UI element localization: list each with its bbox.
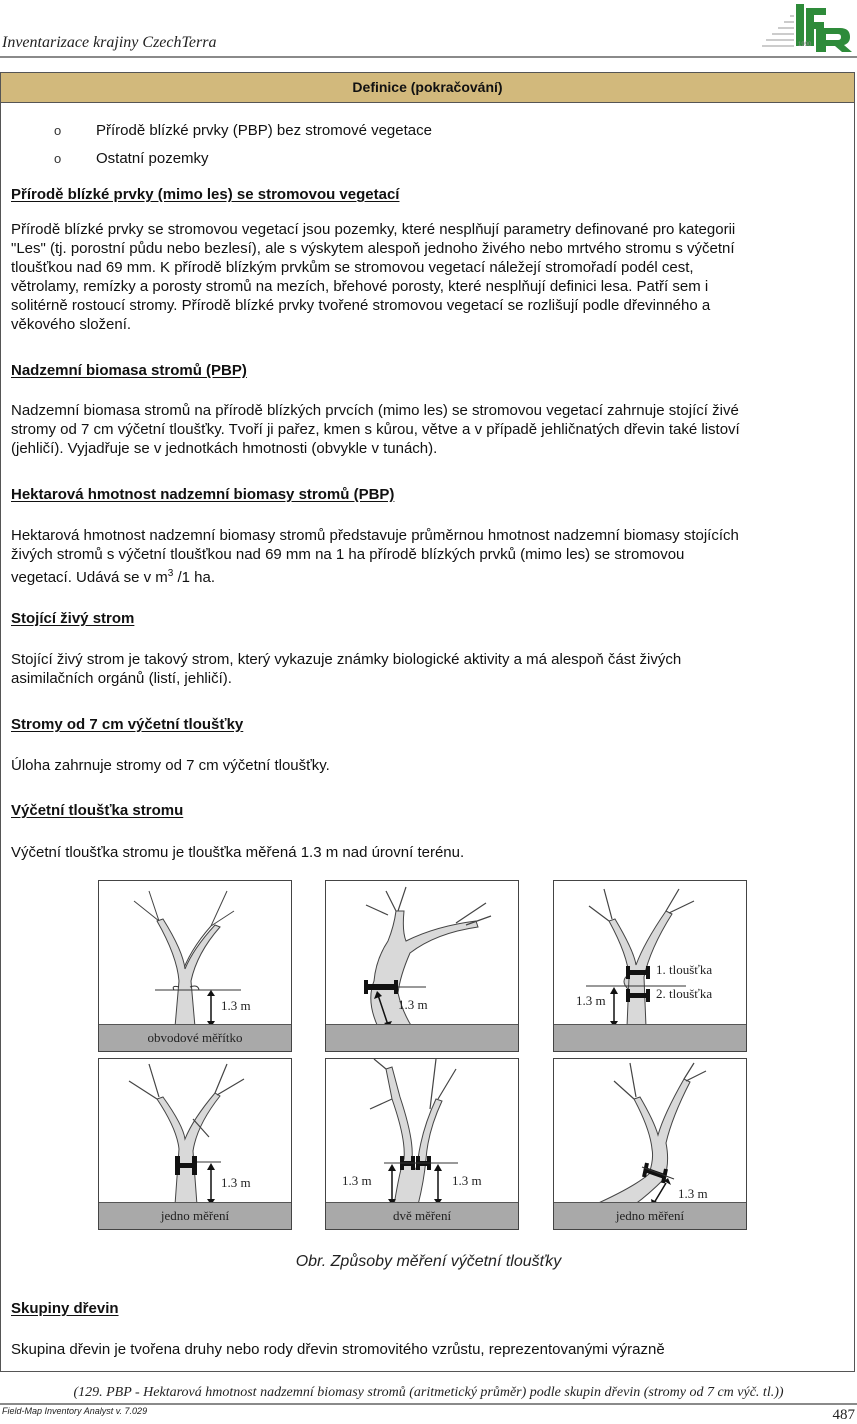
heading-pbp-stromova-vegetace: Přírodě blízké prvky (mimo les) se stromovou vegetací bbox=[11, 186, 400, 203]
heading-nadzemni-biomasa: Nadzemní biomasa stromů (PBP) bbox=[11, 362, 247, 379]
ground-label: obvodové měřítko bbox=[99, 1024, 291, 1051]
heading-stromy-od-7cm: Stromy od 7 cm výčetní tloušťky bbox=[11, 716, 244, 733]
paragraph-stromy-od-7cm bbox=[11, 756, 846, 775]
height-label: 1.3 m bbox=[221, 1175, 251, 1190]
circle-bullet-icon: o bbox=[54, 123, 62, 138]
text-line: Výčetní tloušťka stromu je tloušťka měřená 1.3 m nad úrovní terénu. bbox=[11, 844, 465, 861]
figure-panel-single-measurement bbox=[98, 1058, 292, 1230]
height-label: 1.3 m bbox=[221, 998, 251, 1013]
text-line: stromy od 7 cm výčetní tloušťky. Tvoří ji pařez, kmen s kůrou, větve a v případě jehličnatých dřevin také listoví bbox=[11, 421, 740, 438]
text-line: Hektarová hmotnost nadzemní biomasy stromů představuje průměrnou hmotnost nadzemní biomasy stojících bbox=[11, 527, 739, 544]
height-label: 1.3 m bbox=[576, 993, 606, 1008]
circle-bullet-icon: o bbox=[54, 151, 62, 166]
ifer-logo-icon bbox=[760, 2, 854, 54]
superscript: 3 bbox=[167, 568, 174, 579]
text-line: živých stromů s výčetní tloušťkou nad 69 mm na 1 ha přírodě blízkých prvků (mimo les) se stromovou bbox=[11, 546, 685, 563]
paragraph-skupiny-drevin bbox=[11, 1340, 846, 1359]
ground-label bbox=[554, 1024, 746, 1051]
text-line: Úloha zahrnuje stromy od 7 cm výčetní tloušťky. bbox=[11, 757, 330, 774]
page-number: 487 bbox=[832, 1407, 855, 1423]
heading-vycetni-tloustka: Výčetní tloušťka stromu bbox=[11, 802, 184, 819]
footer-version: Field-Map Inventory Analyst v. 7.029 bbox=[2, 1406, 148, 1416]
footer-divider bbox=[0, 1403, 857, 1405]
text-fragment: vegetací. Udává se v m bbox=[11, 569, 168, 586]
figure-panel-bent-base bbox=[553, 1058, 747, 1230]
text-fragment: /1 ha. bbox=[173, 569, 216, 586]
text-line: tloušťkou nad 69 mm. K přírodě blízkým prvkům se stromovou vegetací náležejí stromořadí podél cest, bbox=[11, 259, 694, 276]
text-line: solitérně rostoucí stromy. Přírodě blízké prvky tvořené stromovou vegetací se rozlišují podle dřevinného a bbox=[11, 297, 711, 314]
text-line: Přírodě blízké prvky se stromovou vegetací jsou pozemky, které nesplňují parametry definované pro kategorii bbox=[11, 221, 736, 238]
height-label: 1.3 m bbox=[678, 1186, 708, 1201]
heading-stojici-zivy-strom: Stojící živý strom bbox=[11, 610, 135, 627]
text-line: Nadzemní biomasa stromů na přírodě blízkých prvcích (mimo les) se stromovou vegetací zahrnuje stojící živé bbox=[11, 402, 739, 419]
text-line: Skupina dřevin je tvořena druhy nebo rody dřevin stromovitého vzrůstu, reprezentovanými výrazně bbox=[11, 1341, 665, 1358]
heading-hektarova-hmotnost: Hektarová hmotnost nadzemní biomasy stromů (PBP) bbox=[11, 486, 395, 503]
figure-caption: Obr. Způsoby měření výčetní tloušťky bbox=[295, 1253, 562, 1270]
page-header-title: Inventarizace krajiny CzechTerra bbox=[2, 34, 217, 51]
header-divider bbox=[0, 56, 857, 58]
bullet-text: Ostatní pozemky bbox=[96, 150, 209, 167]
figure-panel-tape bbox=[98, 880, 292, 1052]
measurement-figure bbox=[98, 880, 748, 1232]
paragraph-pbp-stromova-vegetace bbox=[11, 220, 846, 334]
paragraph-stojici-zivy-strom bbox=[11, 650, 846, 688]
height-label: 1.3 m bbox=[398, 997, 428, 1012]
bullet-text: Přírodě blízké prvky (PBP) bez stromové vegetace bbox=[96, 122, 432, 139]
text-line bbox=[11, 564, 846, 587]
heading-skupiny-drevin: Skupiny dřevin bbox=[11, 1300, 119, 1317]
paragraph-vycetni-tloustka bbox=[11, 843, 846, 862]
paragraph-hektarova-hmotnost bbox=[11, 526, 846, 587]
figure-panel-leaning-tree bbox=[325, 880, 519, 1052]
text-line: věkového složení. bbox=[11, 316, 132, 333]
ground-label: dvě měření bbox=[326, 1202, 518, 1229]
ground-label: jedno měření bbox=[99, 1202, 291, 1229]
text-line: větrolamy, remízky a porosty stromů na mezích, břehové porosty, které nesplňují definici lesa. Patří sem i bbox=[11, 278, 709, 295]
height-label-left: 1.3 m bbox=[342, 1173, 372, 1188]
footer-report-title: (129. PBP - Hektarová hmotnost nadzemní biomasy stromů (aritmetický průměr) podle skupin dřevin (stromy od 7 cm výč. tl.)) bbox=[73, 1385, 784, 1400]
paragraph-nadzemni-biomasa bbox=[11, 401, 846, 458]
height-label-right: 1.3 m bbox=[452, 1173, 482, 1188]
svg-text:1990: 1990 bbox=[798, 42, 812, 48]
label-first-thickness: 1. tloušťka bbox=[656, 962, 713, 977]
text-line: Stojící živý strom je takový strom, který vykazuje známky biologické aktivity a má alespoň část živých bbox=[11, 651, 682, 668]
ground-label bbox=[326, 1024, 518, 1051]
text-line: "Les" (tj. porostní půdu nebo bezlesí), ale s výskytem alespoň jednoho živého nebo mrtvého stromu s výčetní bbox=[11, 240, 735, 257]
figure-panel-bulge bbox=[553, 880, 747, 1052]
figure-panel-double-measurement bbox=[325, 1058, 519, 1230]
label-second-thickness: 2. tloušťka bbox=[656, 986, 713, 1001]
section-title: Definice (pokračování) bbox=[1, 73, 854, 103]
text-line: (jehličí). Vyjadřuje se v jednotkách hmotnosti (obvykle v tunách). bbox=[11, 440, 438, 457]
text-line: asimilačních orgánů (listí, jehličí). bbox=[11, 670, 232, 687]
ground-label: jedno měření bbox=[554, 1202, 746, 1229]
